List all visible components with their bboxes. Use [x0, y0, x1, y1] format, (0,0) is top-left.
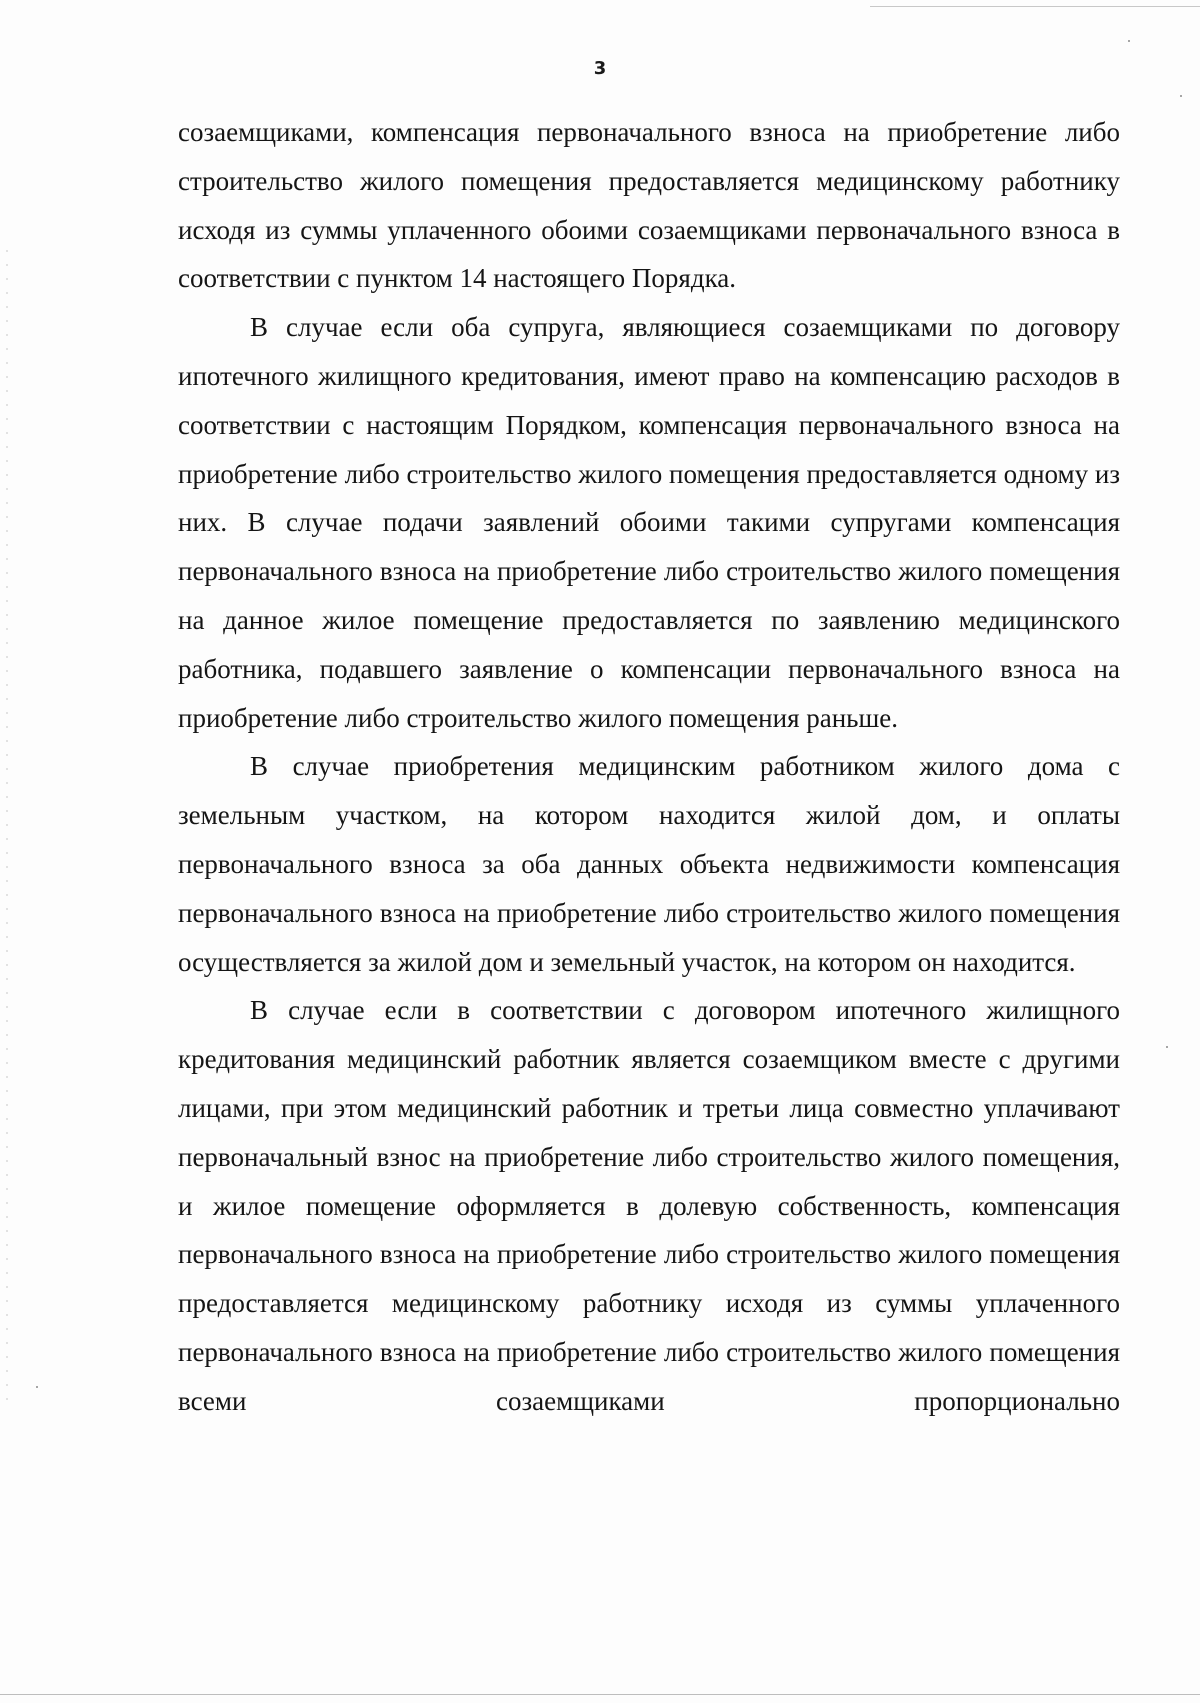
paragraph-continuation: созаемщиками, компенсация первоначального взноса на приобретение либо строительство жилого помещения предоставляется медицинскому работнику исходя из суммы уплаченного обоими созаемщиками первоначального взноса в соответствии с пунктом 14 настоящего Порядка.	[178, 117, 1120, 294]
scan-artifact-top-line	[870, 6, 1200, 7]
scan-speck	[1128, 40, 1130, 42]
document-body	[178, 108, 1120, 1426]
scan-speck	[36, 1386, 38, 1388]
scan-artifact-bottom-line	[0, 1694, 1200, 1695]
paragraph-house-land: В случае приобретения медицинским работником жилого дома с земельным участком, на котором находится жилой дом, и оплаты первоначального взноса за оба данных объекта недвижимости компенсация первоначального взноса на приобретение либо строительство жилого помещения осуществляется за жилой дом и земельный участок, на котором он находится.	[178, 751, 1120, 977]
scan-artifact-left-edge	[6, 250, 8, 1400]
scan-speck	[1180, 95, 1182, 97]
page-number: 3	[593, 58, 607, 79]
paragraph-spouses: В случае если оба супруга, являющиеся созаемщиками по договору ипотечного жилищного кредитования, имеют право на компенсацию расходов в соответствии с настоящим Порядком, компенсация первоначального взноса на приобретение либо строительство жилого помещения предоставляется одному из них. В случае подачи заявлений обоими такими супругами компенсация первоначального взноса на приобретение либо строительство жилого помещения на данное жилое помещение предоставляется по заявлению медицинского работника, подавшего заявление о компенсации первоначального взноса на приобретение либо строительство жилого помещения раньше.	[178, 312, 1120, 733]
scan-speck	[1166, 1046, 1168, 1048]
paragraph-co-borrowers: В случае если в соответствии с договором ипотечного жилищного кредитования медицинский работник является созаемщиком вместе с другими лицами, при этом медицинский работник и третьи лица совместно уплачивают первоначальный взнос на приобретение либо строительство жилого помещения, и жилое помещение оформляется в долевую собственность, компенсация первоначального взноса на приобретение либо строительство жилого помещения предоставляется медицинскому работнику исходя из суммы уплаченного первоначального взноса на приобретение либо строительство жилого помещения всеми созаемщиками пропорционально	[178, 995, 1120, 1416]
